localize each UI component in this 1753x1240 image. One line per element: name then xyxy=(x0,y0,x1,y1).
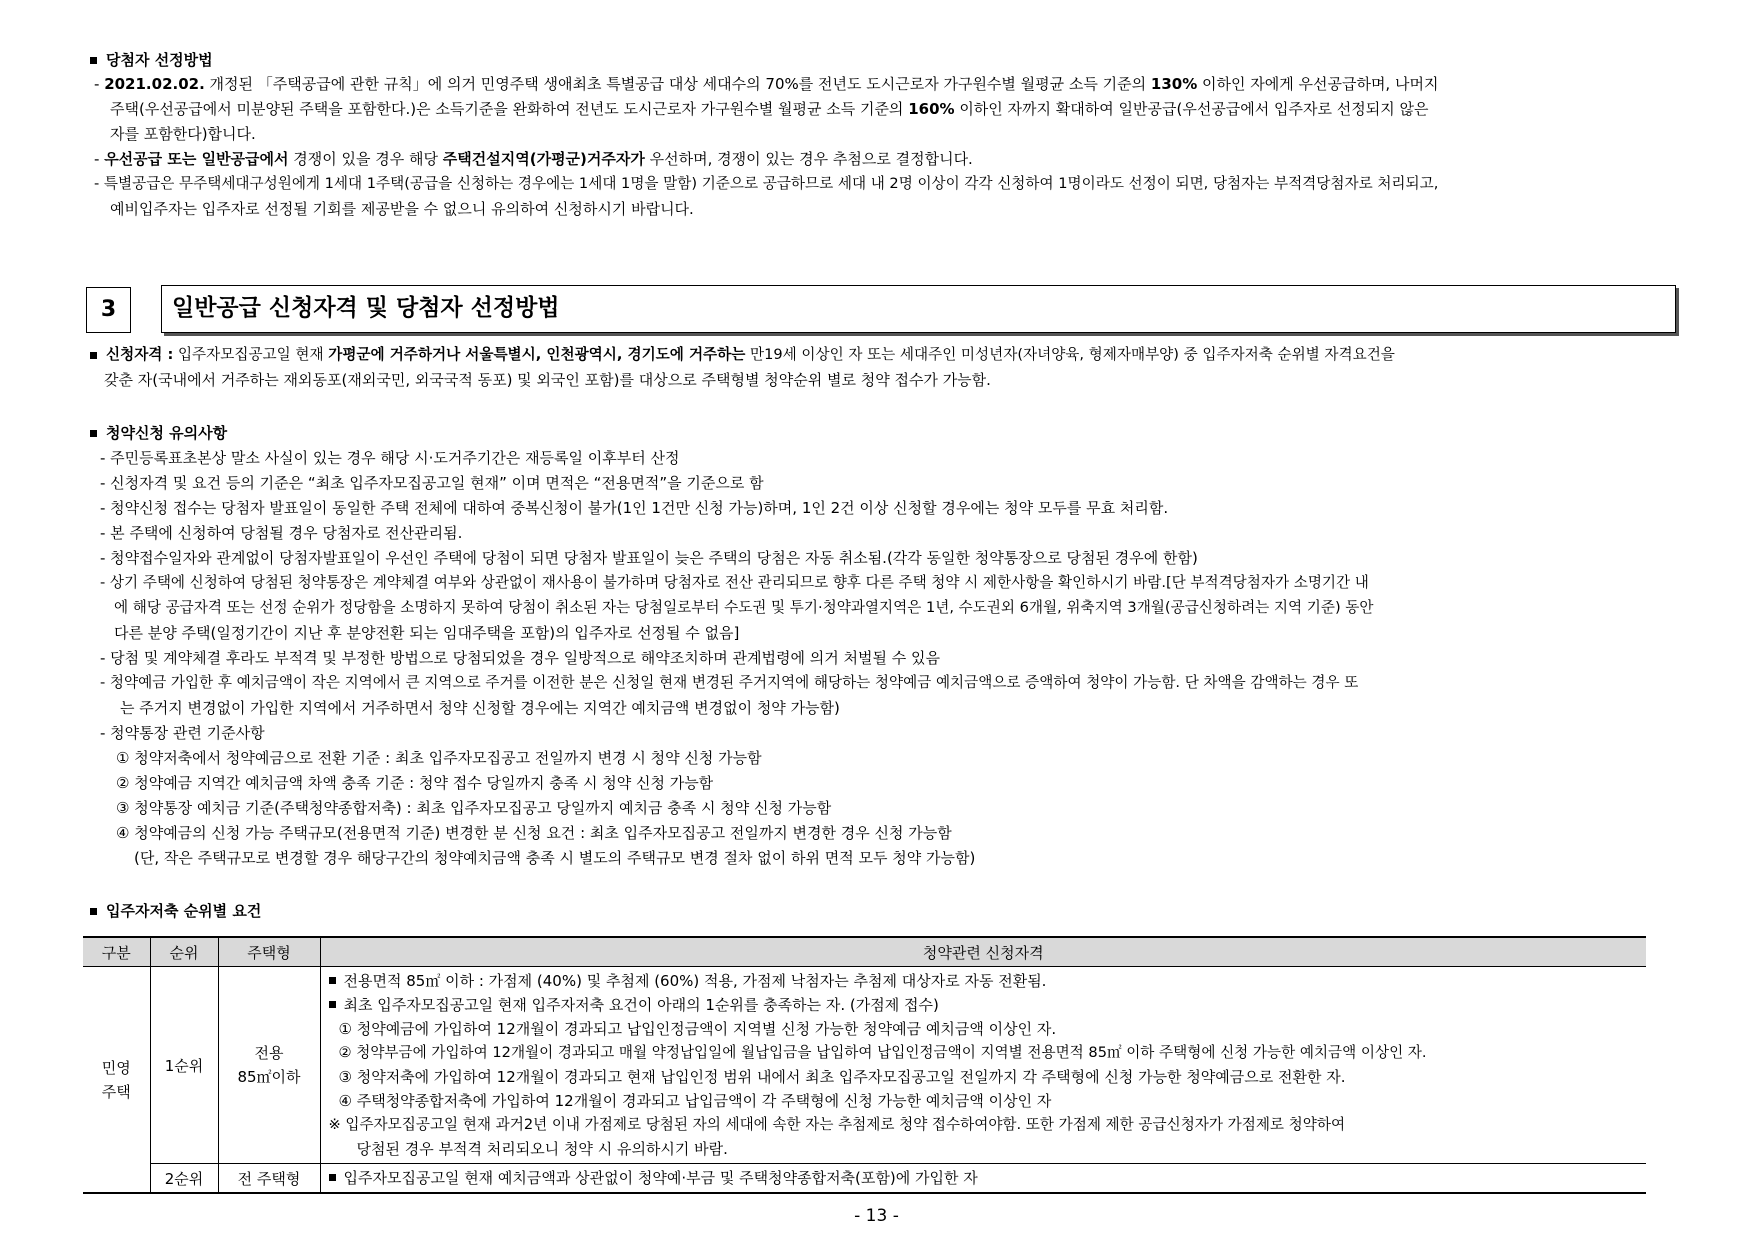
note-line: 에 해당 공급자격 또는 선정 순위가 정당함을 소명하지 못하여 당첨이 취소된 자는 당첨일로부터 수도권 및 투기·청약과열지역은 1년, 수도권외 6개월, 위축지역 3개월(공급신청하려는 지역 기준) 동안 xyxy=(114,599,1374,616)
qualification-line: ④ 주택청약종합저축에 가입하여 12개월이 경과되고 납입금액이 각 주택형에 신청 가능한 예치금액 이상인 자 xyxy=(338,1092,1052,1110)
rank-cell: 1순위 xyxy=(150,967,218,1164)
bullet-square-icon xyxy=(90,352,97,359)
paragraph-line: - 우선공급 또는 일반공급에서 경쟁이 있을 경우 해당 주택건설지역(가평군)거주자가 우선하며, 경쟁이 있는 경우 추첨으로 결정합니다. xyxy=(94,150,973,168)
note-line: - 신청자격 및 요건 등의 기준은 “최초 입주자모집공고일 현재” 이며 면적은 “전용면적”을 기준으로 함 xyxy=(100,474,764,492)
note-line: - 청약신청 접수는 당첨자 발표일이 동일한 주택 전체에 대하여 중복신청이 불가(1인 1건만 신청 가능)하며, 1인 2건 이상 신청할 경우에는 청약 모두를 무효 처리함. xyxy=(100,499,1169,517)
note-sub-line: (단, 작은 주택규모로 변경할 경우 해당구간의 청약예치금액 충족 시 별도의 주택규모 변경 절차 없이 하위 면적 모두 청약 가능함) xyxy=(134,849,976,867)
note-line: 는 주거지 변경없이 가입한 지역에서 거주하면서 청약 신청할 경우에는 지역간 예치금액 변경없이 청약 가능함) xyxy=(120,699,840,717)
paragraph-line: 예비입주자는 입주자로 선정될 기회를 제공받을 수 없으니 유의하여 신청하시기 바랍니다. xyxy=(110,200,694,218)
table-row xyxy=(83,967,1646,1164)
qualification-line: ② 청약부금에 가입하여 12개월이 경과되고 매월 약정납입일에 월납입금을 납입하여 납입인정금액이 지역별 전용면적 85㎡ 이하 주택형에 신청 가능한 예치금액 이상인 자. xyxy=(338,1044,1427,1061)
qualification-line: ① 청약예금에 가입하여 12개월이 경과되고 납입인정금액이 지역별 신청 가능한 청약예금 예치금액 이상인 자. xyxy=(338,1020,1057,1038)
bullet-square-icon xyxy=(329,1001,336,1008)
table-header: 구분 xyxy=(83,937,150,967)
note-line: 다른 분양 주택(일정기간이 지난 후 분양전환 되는 임대주택을 포함)의 입주자로 선정될 수 없음] xyxy=(114,624,740,642)
savings-rank-table xyxy=(83,936,1646,1194)
housing-type-cell: 전 주택형 xyxy=(218,1164,320,1194)
table-row xyxy=(83,1164,1646,1194)
bullet-square-icon xyxy=(90,430,97,437)
qualification-line: 전용면적 85㎡ 이하 : 가점제 (40%) 및 추첨제 (60%) 적용, 가점제 낙첨자는 추첨제 대상자로 자동 전환됨. xyxy=(329,969,1641,993)
eligibility-paragraph: 신청자격 : 입주자모집공고일 현재 가평군에 거주하거나 서울특별시, 인천광역시, 경기도에 거주하는 만19세 이상인 자 또는 세대주인 미성년자(자녀양육, 형제자매부양) 중 입주자저축 순위별 자격요건을 xyxy=(106,346,1395,363)
paragraph-line: 주택(우선공급에서 미분양된 주택을 포함한다.)은 소득기준을 완화하여 전년도 도시근로자 가구원수별 월평균 소득 기준의 160% 이하인 자까지 확대하여 일반공급(우선공급에서 입주자로 선정되지 않은 xyxy=(110,100,1429,118)
qualification-note-line: 당첨된 경우 부적격 처리되오니 청약 시 유의하시기 바람. xyxy=(356,1140,728,1158)
table-header: 주택형 xyxy=(218,937,320,967)
note-line: - 본 주택에 신청하여 당첨될 경우 당첨자로 전산관리됨. xyxy=(100,524,463,542)
qualification-line: 입주자모집공고일 현재 예치금액과 상관없이 청약예·부금 및 주택청약종합저축(포함)에 가입한 자 xyxy=(329,1166,1641,1190)
section-heading-notes: 청약신청 유의사항 xyxy=(106,424,228,442)
note-sub-line: ② 청약예금 지역간 예치금액 차액 충족 기준 : 청약 접수 당일까지 충족 시 청약 신청 가능함 xyxy=(116,774,714,792)
paragraph-line: - 특별공급은 무주택세대구성원에게 1세대 1주택(공급을 신청하는 경우에는 1세대 1명을 말함) 기준으로 공급하므로 세대 내 2명 이상이 각각 신청하여 1명이라도 선정이 되면, 당첨자는 부적격당첨자로 처리되고, xyxy=(94,175,1439,192)
note-line: - 청약접수일자와 관계없이 당첨자발표일이 우선인 주택에 당첨이 되면 당첨자 발표일이 늦은 주택의 당첨은 자동 취소됨.(각각 동일한 청약통장으로 당첨된 경우에 한함) xyxy=(100,549,1198,567)
housing-type-cell: 전용 85㎡이하 xyxy=(218,967,320,1164)
bullet-square-icon xyxy=(329,1174,336,1181)
note-line: - 당첨 및 계약체결 후라도 부적격 및 부정한 방법으로 당첨되었을 경우 일방적으로 해약조치하며 관계법령에 의거 처벌될 수 있음 xyxy=(100,649,940,667)
note-sub-line: ④ 청약예금의 신청 가능 주택규모(전용면적 기준) 변경한 분 신청 요건 : 최초 입주자모집공고 전일까지 변경한 경우 신청 가능함 xyxy=(116,824,952,842)
section-title: 일반공급 신청자격 및 당첨자 선정방법 xyxy=(161,285,1676,333)
note-line: - 상기 주택에 신청하여 당첨된 청약통장은 계약체결 여부와 상관없이 재사용이 불가하며 당첨자로 전산 관리되므로 향후 다른 주택 청약 시 제한사항을 확인하시기 바람.[단 부적격당첨자가 소명기간 내 xyxy=(100,574,1369,591)
table-header: 순위 xyxy=(150,937,218,967)
table-header: 청약관련 신청자격 xyxy=(320,937,1646,967)
table-header-row xyxy=(83,937,1646,967)
note-sub-line: ① 청약저축에서 청약예금으로 전환 기준 : 최초 입주자모집공고 전일까지 변경 시 청약 신청 가능함 xyxy=(116,749,762,767)
bullet-square-icon xyxy=(329,977,336,984)
qualification-line: ③ 청약저축에 가입하여 12개월이 경과되고 현재 납입인정 범위 내에서 최초 입주자모집공고일 전일까지 각 주택형에 신청 가능한 청약예금으로 전환한 자. xyxy=(338,1068,1346,1086)
qualification-line: 최초 입주자모집공고일 현재 입주자저축 요건이 아래의 1순위를 충족하는 자. (가점제 접수) xyxy=(329,993,1641,1017)
page-number: - 13 - xyxy=(854,1206,899,1226)
note-line: - 청약예금 가입한 후 예치금액이 작은 지역에서 큰 지역으로 주거를 이전한 분은 신청일 현재 변경된 주거지역에 해당하는 청약예금 예치금액으로 증액하여 청약이 가능함. 단 차액을 감액하는 경우 또 xyxy=(100,674,1359,691)
paragraph-line: - 2021.02.02. 개정된 「주택공급에 관한 규칙」에 의거 민영주택 생애최초 특별공급 대상 세대수의 70%를 전년도 도시근로자 가구원수별 월평균 소득 기준의 130% 이하인 자에게 우선공급하며, 나머지 xyxy=(94,75,1439,93)
paragraph-line: 자를 포함한다)합니다. xyxy=(110,125,256,143)
section-heading-savings-rank: 입주자저축 순위별 요건 xyxy=(106,902,262,920)
note-line: - 주민등록표초본상 말소 사실이 있는 경우 해당 시·도거주기간은 재등록일 이후부터 산정 xyxy=(100,449,680,467)
qualification-cell xyxy=(320,1164,1646,1194)
category-cell: 민영 주택 xyxy=(83,967,150,1194)
bullet-square-icon xyxy=(90,57,97,64)
section-number: 3 xyxy=(86,287,131,333)
paragraph-line: 갖춘 자(국내에서 거주하는 재외동포(재외국민, 외국국적 동포) 및 외국인 포함)를 대상으로 주택형별 청약순위 별로 청약 접수가 가능함. xyxy=(104,371,991,389)
qualification-note-line: ※ 입주자모집공고일 현재 과거2년 이내 가점제로 당첨된 자의 세대에 속한 자는 추첨제로 청약 접수하여야함. 또한 가점제 제한 공급신청자가 가점제로 청약하여 xyxy=(328,1116,1346,1133)
note-sub-line: ③ 청약통장 예치금 기준(주택청약종합저축) : 최초 입주자모집공고 당일까지 예치금 충족 시 청약 신청 가능함 xyxy=(116,799,832,817)
bullet-square-icon xyxy=(90,908,97,915)
section-heading-winner-selection: 당첨자 선정방법 xyxy=(106,51,213,69)
note-line: - 청약통장 관련 기준사항 xyxy=(100,724,265,742)
qualification-cell xyxy=(320,967,1646,1164)
rank-cell: 2순위 xyxy=(150,1164,218,1194)
